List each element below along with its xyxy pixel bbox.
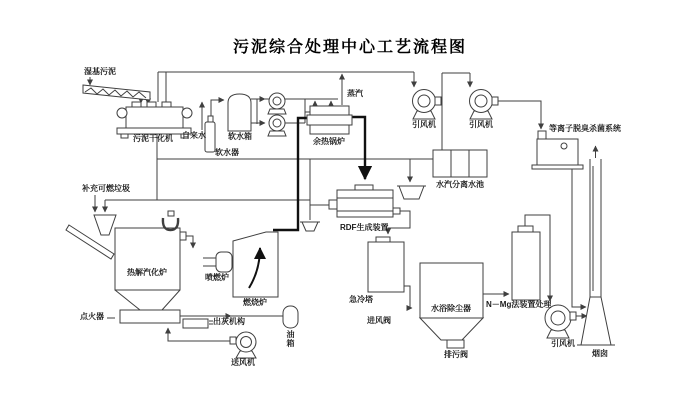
waste-heat-boiler-icon xyxy=(307,106,352,134)
boiler-to-rdf-duct xyxy=(350,117,365,179)
label-ash-discharge: 出灰机构 xyxy=(213,317,245,326)
label-tap-water: 自来水 xyxy=(182,131,206,140)
blower-fan-icon xyxy=(230,332,256,358)
discharge-cup-icon xyxy=(300,222,320,231)
feed-pump-2-icon xyxy=(268,115,286,136)
label-drain-valve: 排污阀 xyxy=(444,350,468,359)
label-spray-burner: 喷燃炉 xyxy=(205,273,229,282)
label-steam: 蒸汽 xyxy=(347,89,363,98)
soft-water-tank-icon xyxy=(228,94,251,131)
label-dust-collector: 水浴除尘器 xyxy=(431,304,471,313)
screw-conveyor-icon xyxy=(83,85,150,100)
rdf-device-icon xyxy=(329,185,400,217)
label-water-softener: 软水器 xyxy=(215,148,239,157)
label-igniter: 点火器 xyxy=(80,312,104,321)
induced-fan-1-icon xyxy=(413,90,442,120)
label-nmg-device: N－Mg法装置处理 xyxy=(486,300,552,309)
quench-tower-icon xyxy=(368,237,404,292)
feed-pump-1-icon xyxy=(268,93,286,114)
collection-bowl-icon xyxy=(397,186,426,199)
water-softener-icon xyxy=(205,116,215,152)
label-induced-fan-2: 引风机 xyxy=(469,120,493,129)
label-combustion-furnace: 燃烧炉 xyxy=(243,298,267,307)
label-oil-tank: 油箱 xyxy=(286,330,295,348)
plasma-system-icon xyxy=(532,131,583,169)
label-air-inlet-valve: 进风阀 xyxy=(367,316,391,325)
ash-discharge-icon xyxy=(183,319,213,328)
induced-fan-3-icon xyxy=(545,305,576,338)
combustion-furnace-icon xyxy=(233,232,278,297)
spray-burner-icon xyxy=(203,252,232,272)
furnace-vent-icon xyxy=(163,211,178,230)
sludge-dryer-icon xyxy=(117,102,192,138)
label-pyrolysis-furnace: 热解汽化炉 xyxy=(127,268,167,277)
label-blower-fan: 送风机 xyxy=(231,358,255,367)
label-rdf-device: RDF生成装置 xyxy=(340,223,389,232)
waste-hopper-icon xyxy=(66,215,116,259)
label-supplement-waste: 补充可燃垃圾 xyxy=(82,184,130,193)
nmg-column-icon xyxy=(512,226,540,300)
label-sludge-dryer: 污泥干化机 xyxy=(133,134,173,143)
diagram-title: 污泥综合处理中心工艺流程图 xyxy=(232,39,467,56)
label-soft-water-tank: 软水箱 xyxy=(228,132,252,141)
label-quench-tower: 急冷塔 xyxy=(349,295,373,304)
induced-fan-2-icon xyxy=(470,90,499,120)
label-separation-pool: 水汽分离水池 xyxy=(436,180,484,189)
label-chimney: 烟囱 xyxy=(592,349,608,358)
label-induced-fan-3: 引风机 xyxy=(551,339,575,348)
label-waste-heat-boiler: 余热锅炉 xyxy=(313,137,345,146)
oil-tank-icon xyxy=(283,306,298,328)
label-wet-sludge: 湿基污泥 xyxy=(84,67,116,76)
separation-pool-icon xyxy=(433,150,487,177)
chimney-icon xyxy=(577,159,615,345)
label-induced-fan-1: 引风机 xyxy=(412,120,436,129)
label-plasma-system: 等离子脱臭杀菌系统 xyxy=(549,124,621,133)
